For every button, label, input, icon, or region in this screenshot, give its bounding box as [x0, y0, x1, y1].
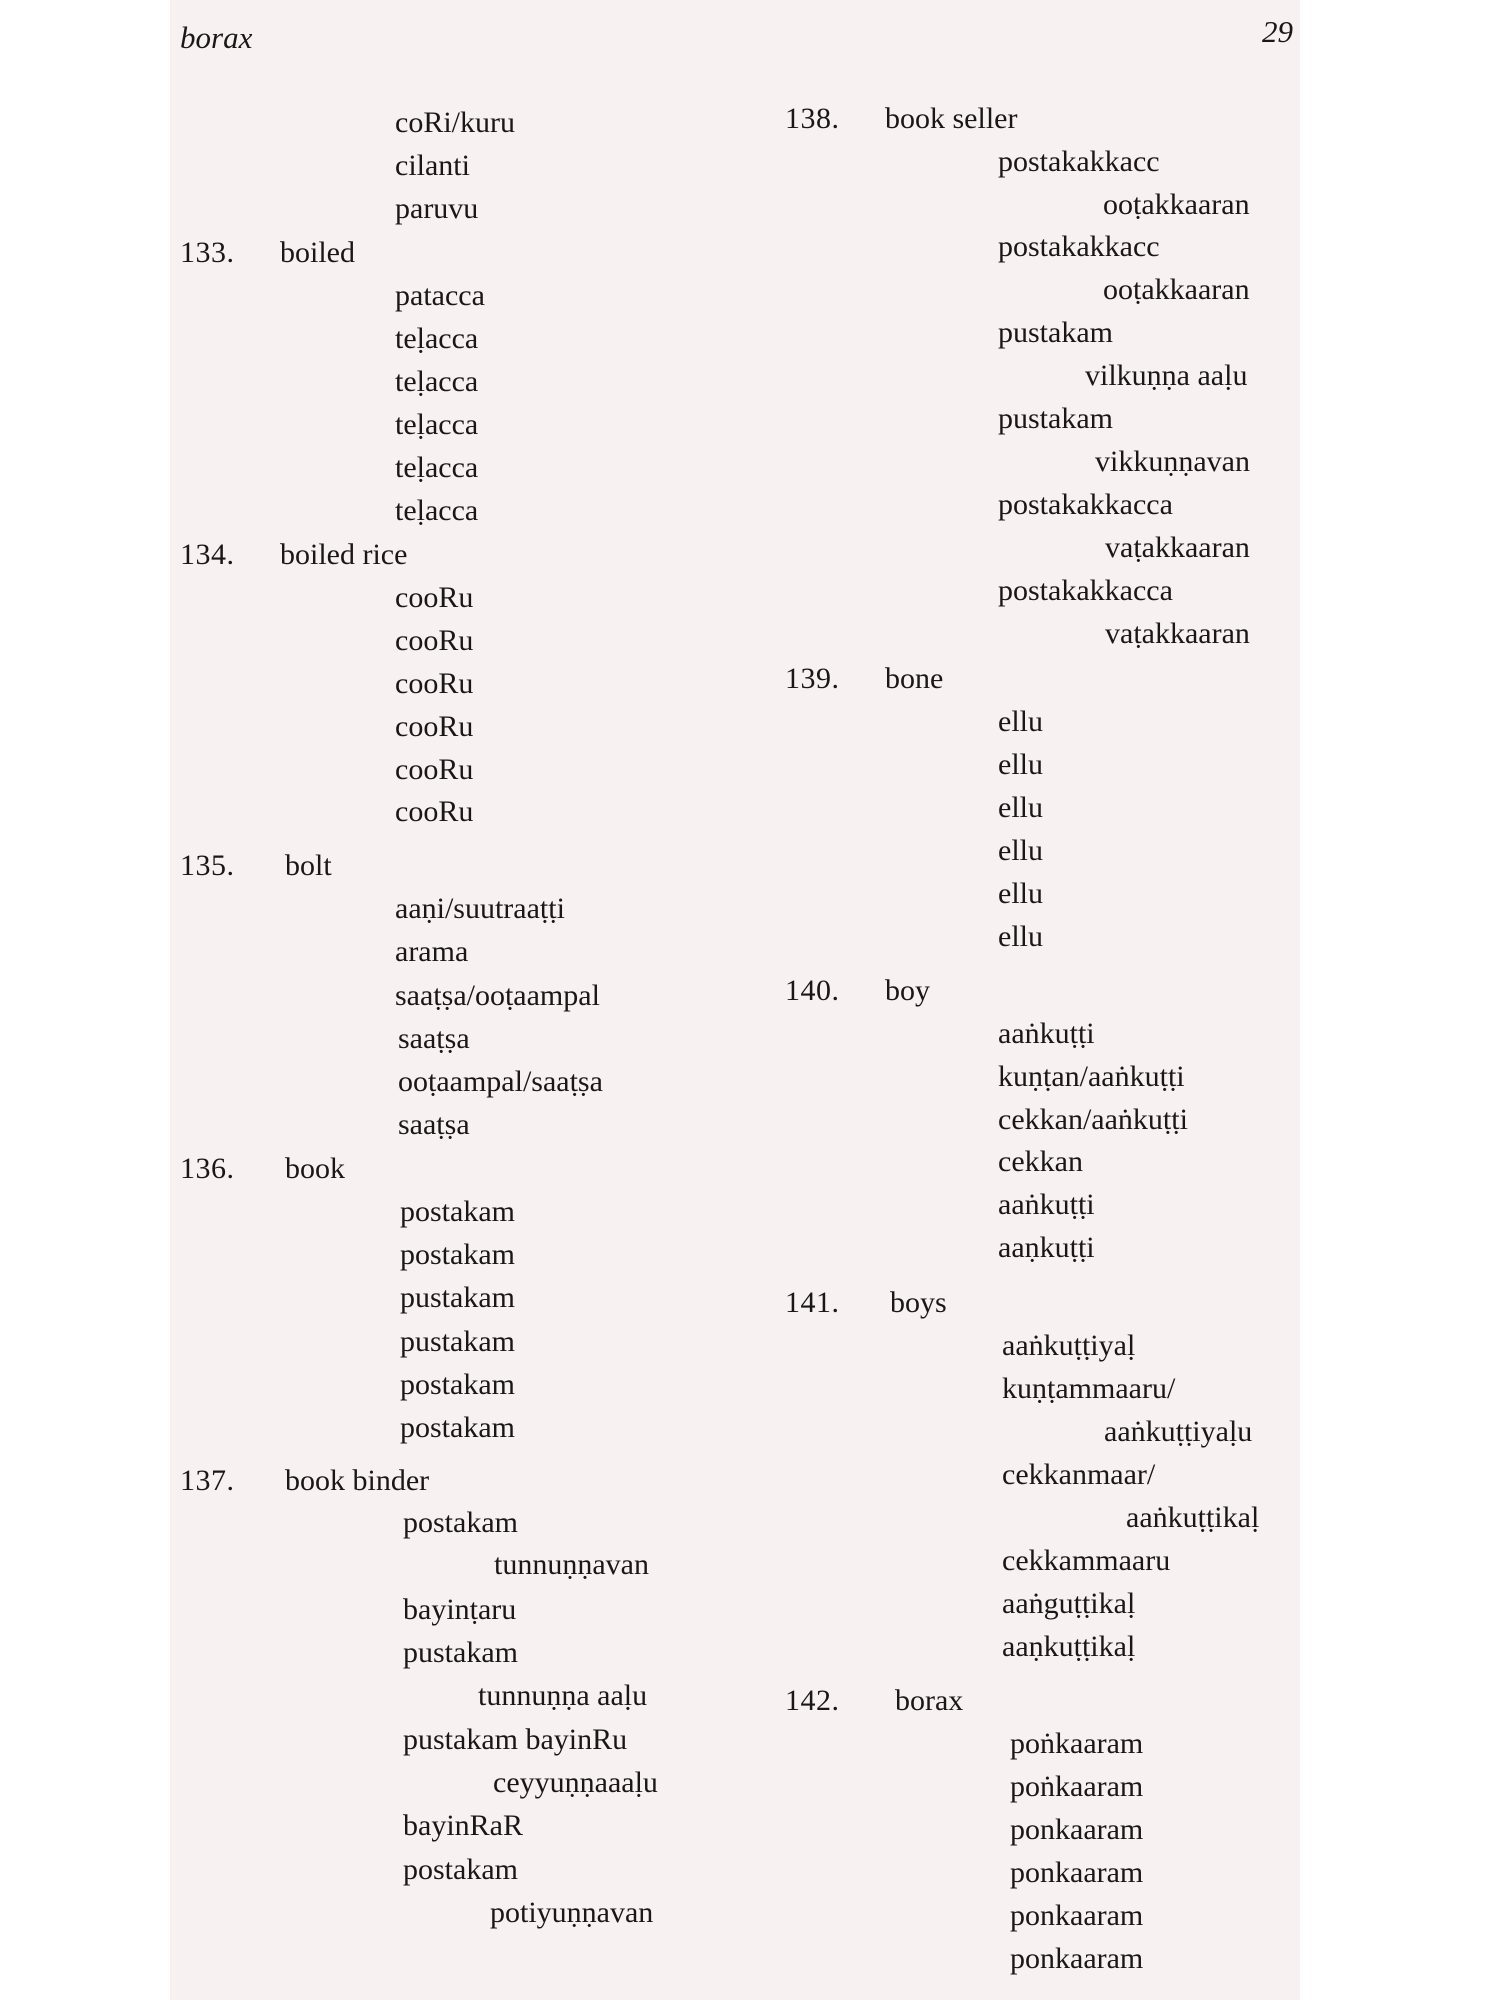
right-entry-number: 139. — [785, 662, 840, 695]
left-entry-number: 134. — [180, 538, 235, 571]
left-headword: boiled — [280, 236, 355, 269]
left-translation: bayinṭaru — [403, 1593, 517, 1626]
left-entry-number: 137. — [180, 1464, 235, 1497]
left-entry-number: 135. — [180, 849, 235, 882]
right-entry-number: 141. — [785, 1286, 840, 1319]
right-translation: ellu — [998, 791, 1043, 824]
left-translation: arama — [395, 935, 469, 968]
left-headword: book — [285, 1152, 345, 1185]
right-translation: ooṭakkaaran — [1103, 188, 1250, 221]
left-translation: postakam — [403, 1506, 518, 1539]
left-translation: potiyuṇṇavan — [490, 1896, 654, 1929]
left-translation: saaṭṣa — [398, 1022, 470, 1055]
right-headword: boys — [890, 1286, 947, 1319]
right-translation: cekkan/aaṅkuṭṭi — [998, 1103, 1188, 1136]
left-translation: postakam — [400, 1238, 515, 1271]
right-entry-number: 138. — [785, 102, 840, 135]
left-translation: ceyyuṇṇaaaḷu — [493, 1766, 658, 1799]
right-translation: poṅkaaram — [1010, 1727, 1144, 1760]
right-translation: cekkan — [998, 1145, 1083, 1178]
left-translation: teḷacca — [395, 408, 479, 441]
right-translation: aaṅkuṭṭi — [998, 1188, 1095, 1221]
right-translation: aaṅkuṭṭi — [998, 1017, 1095, 1050]
left-entry-number: 136. — [180, 1152, 235, 1185]
left-translation: postakam — [400, 1368, 515, 1401]
left-translation: postakam — [400, 1411, 515, 1444]
left-translation: tunnuṇṇavan — [494, 1548, 649, 1581]
right-headword: borax — [895, 1684, 964, 1717]
left-translation: postakam — [400, 1195, 515, 1228]
left-translation: saaṭṣa — [398, 1108, 470, 1141]
right-headword: boy — [885, 974, 930, 1007]
running-header: borax — [180, 20, 253, 55]
right-translation: ellu — [998, 877, 1043, 910]
right-entry-number: 142. — [785, 1684, 840, 1717]
left-margin — [0, 0, 170, 2000]
page-number: 29 — [1262, 14, 1293, 49]
right-translation: ponkaaram — [1010, 1942, 1144, 1975]
left-translation: bayinRaR — [403, 1809, 523, 1842]
left-translation: cooRu — [395, 753, 474, 786]
left-entry-number: 133. — [180, 236, 235, 269]
left-headword: bolt — [285, 849, 332, 882]
left-translation: pustakam — [403, 1636, 518, 1669]
left-translation: teḷacca — [395, 451, 479, 484]
left-translation: tunnuṇṇa aaḷu — [478, 1679, 648, 1712]
right-translation: ellu — [998, 705, 1043, 738]
right-translation: pustakam — [998, 402, 1113, 435]
left-headword: book binder — [285, 1464, 430, 1497]
left-translation: postakam — [403, 1853, 518, 1886]
right-translation: aaṅguṭṭikaḷ — [1002, 1587, 1136, 1620]
left-translation: aaṇi/suutraaṭṭi — [395, 892, 565, 925]
left-translation: patacca — [395, 279, 485, 312]
left-translation: saaṭṣa/ooṭaampal — [395, 979, 600, 1012]
right-translation: vaṭakkaaran — [1105, 531, 1250, 564]
left-translation: cooRu — [395, 710, 474, 743]
right-translation: vilkuṇṇa aaḷu — [1085, 359, 1248, 392]
right-translation: aaṇkuṭṭi — [998, 1231, 1095, 1264]
left-translation: cooRu — [395, 624, 474, 657]
right-translation: vikkuṇṇavan — [1095, 445, 1250, 478]
right-translation: vaṭakkaaran — [1105, 617, 1250, 650]
right-margin — [1300, 0, 1500, 2000]
left-translation: cooRu — [395, 581, 474, 614]
left-translation: pustakam — [400, 1325, 515, 1358]
right-translation: postakakkacc — [998, 145, 1160, 178]
right-translation: aaṅkuṭṭiyaḷu — [1104, 1415, 1253, 1448]
left-translation: teḷacca — [395, 494, 479, 527]
right-translation: pustakam — [998, 316, 1113, 349]
right-translation: ellu — [998, 920, 1043, 953]
right-headword: book seller — [885, 102, 1018, 135]
right-translation: kuṇṭan/aaṅkuṭṭi — [998, 1060, 1185, 1093]
right-translation: aaṇkuṭṭikaḷ — [1002, 1630, 1136, 1663]
right-translation: cekkanmaar/ — [1002, 1458, 1156, 1491]
left-translation: cooRu — [395, 667, 474, 700]
right-translation: ponkaaram — [1010, 1899, 1144, 1932]
right-translation: ellu — [998, 834, 1043, 867]
right-translation: cekkammaaru — [1002, 1544, 1171, 1577]
right-translation: ponkaaram — [1010, 1856, 1144, 1889]
left-translation: teḷacca — [395, 365, 479, 398]
left-translation: cilanti — [395, 149, 470, 182]
left-translation: ooṭaampal/saaṭṣa — [398, 1065, 603, 1098]
left-headword: boiled rice — [280, 538, 408, 571]
left-translation: paruvu — [395, 192, 479, 225]
right-translation: poṅkaaram — [1010, 1770, 1144, 1803]
right-translation: kuṇṭammaaru/ — [1002, 1372, 1176, 1405]
right-headword: bone — [885, 662, 944, 695]
right-translation: aaṅkuṭṭikaḷ — [1126, 1501, 1260, 1534]
left-translation: cooRu — [395, 795, 474, 828]
right-translation: aaṅkuṭṭiyaḷ — [1002, 1329, 1136, 1362]
left-translation: teḷacca — [395, 322, 479, 355]
right-translation: postakakkacc — [998, 230, 1160, 263]
right-entry-number: 140. — [785, 974, 840, 1007]
right-translation: postakakkacca — [998, 488, 1173, 521]
left-translation: pustakam — [400, 1281, 515, 1314]
left-translation: pustakam bayinRu — [403, 1723, 628, 1756]
right-translation: postakakkacca — [998, 574, 1173, 607]
right-translation: ellu — [998, 748, 1043, 781]
left-translation: coRi/kuru — [395, 106, 515, 139]
right-translation: ponkaaram — [1010, 1813, 1144, 1846]
right-translation: ooṭakkaaran — [1103, 273, 1250, 306]
